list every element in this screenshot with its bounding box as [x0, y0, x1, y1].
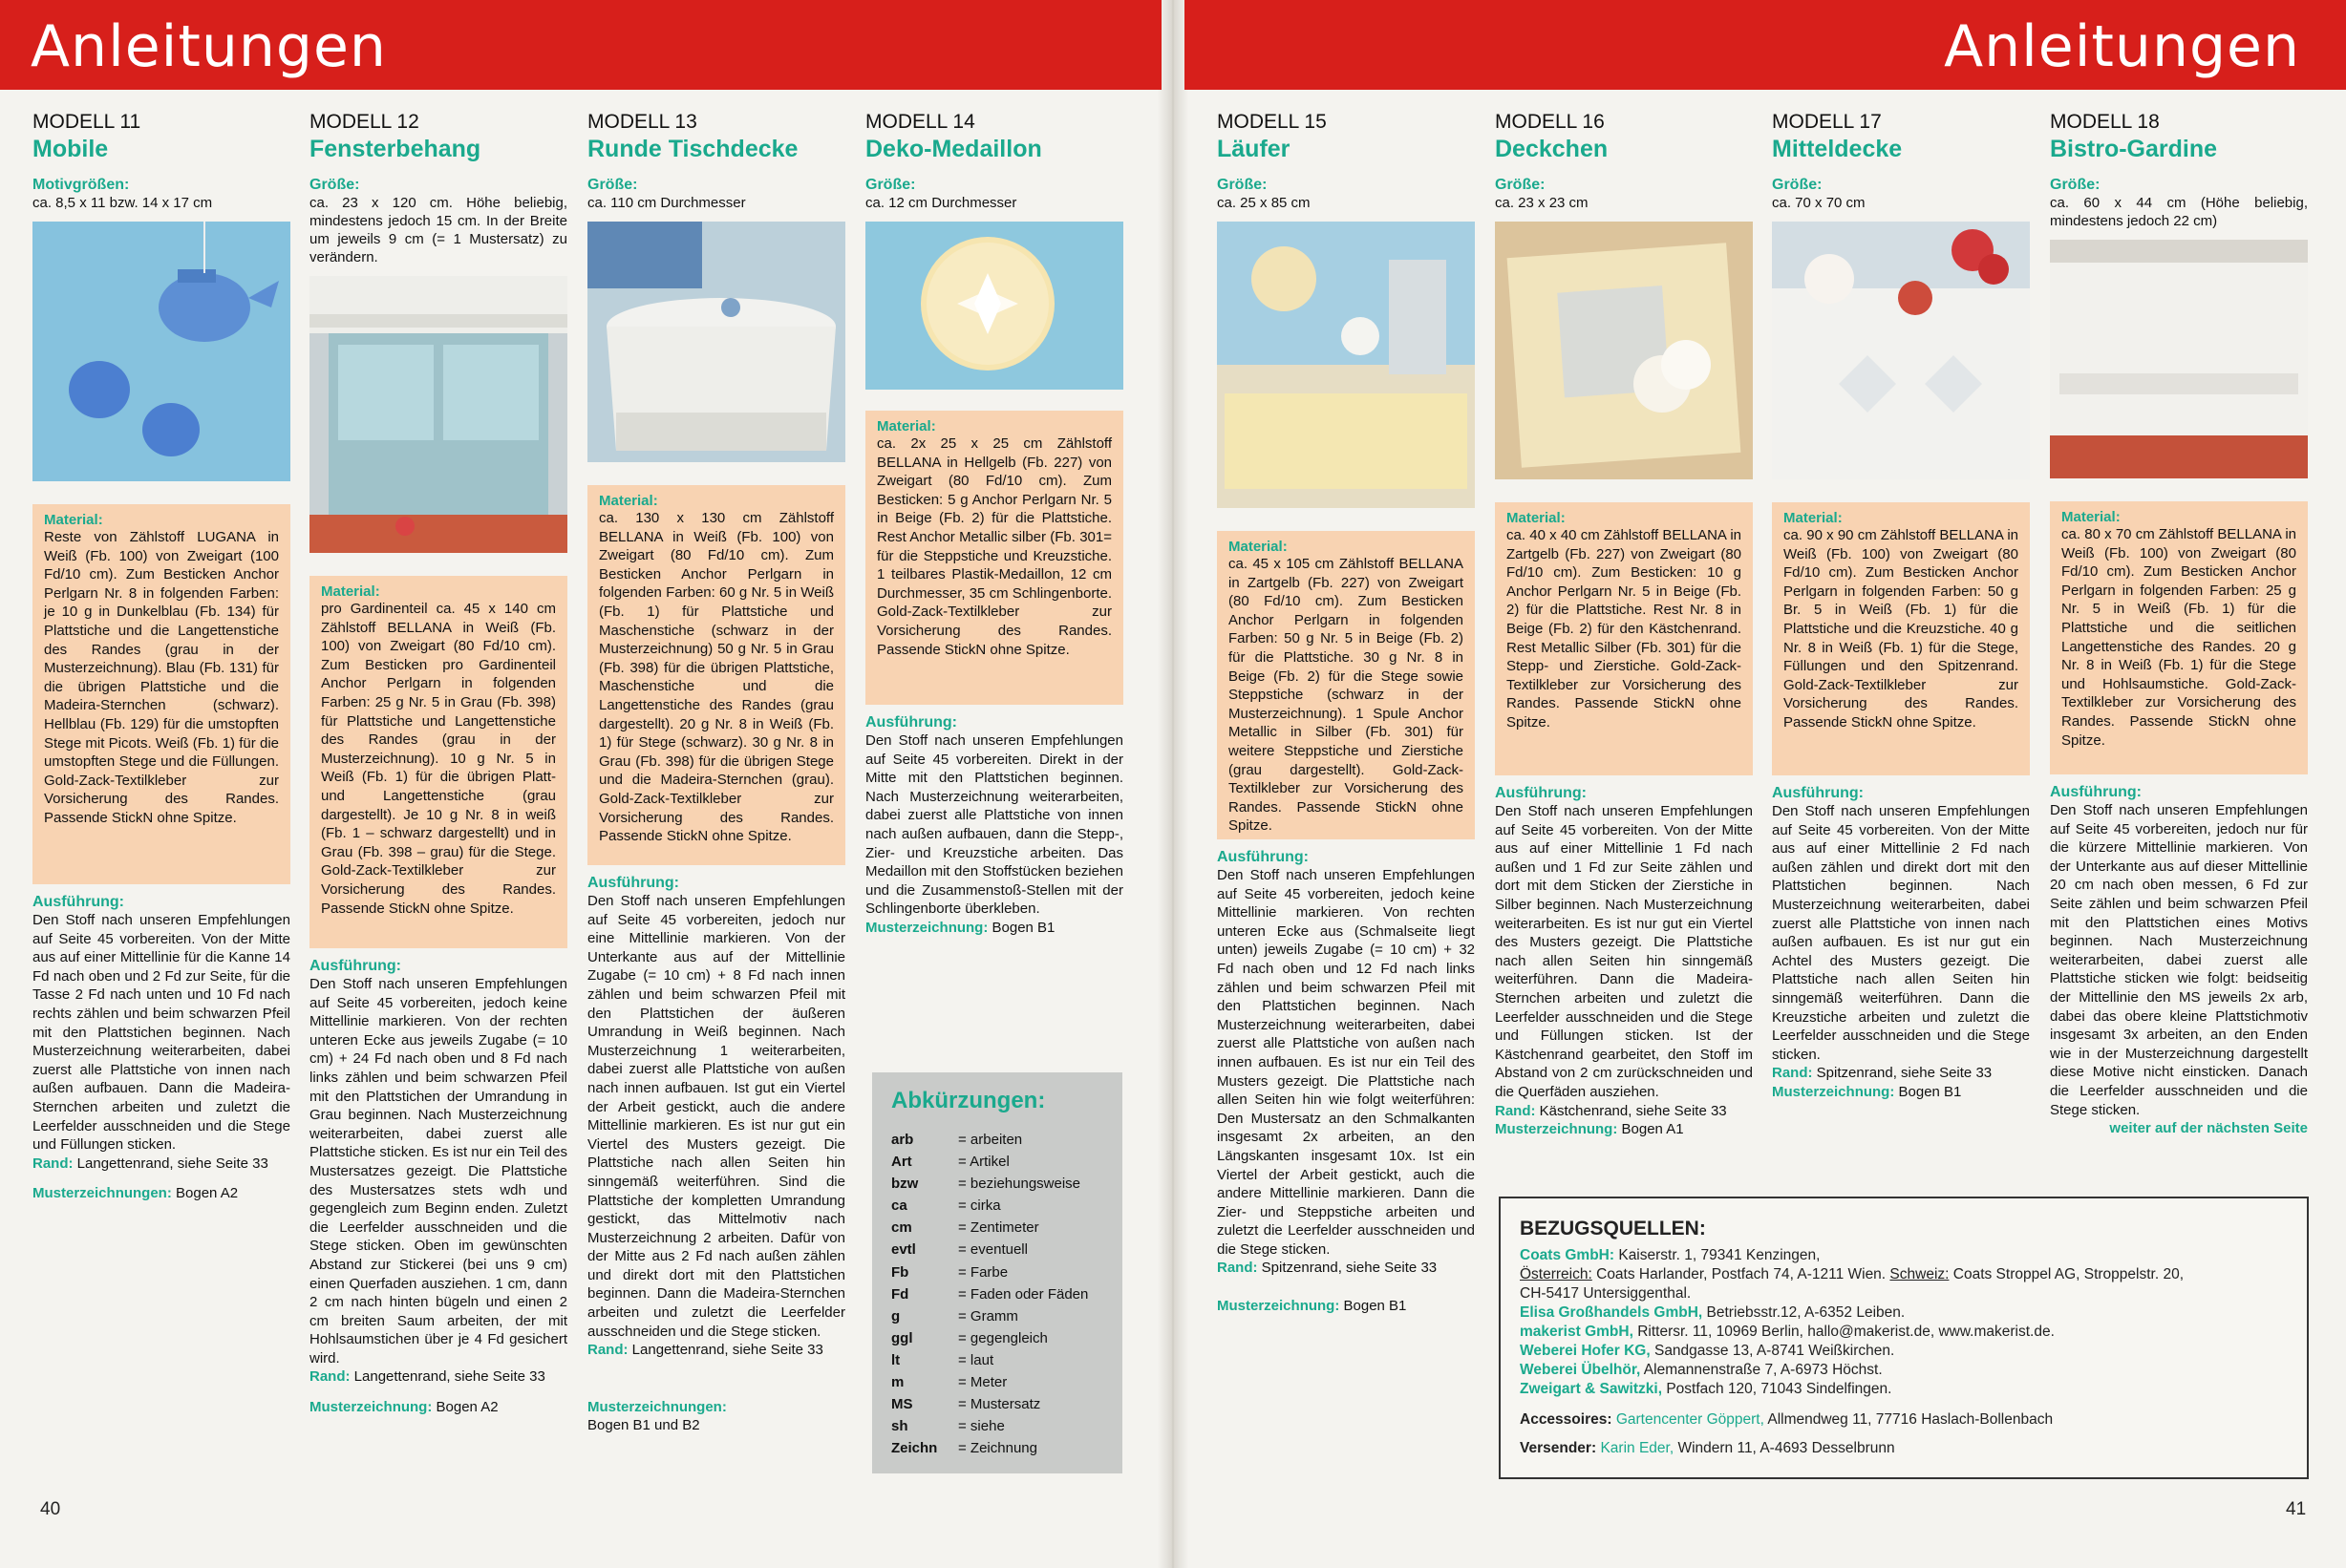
abbreviation-value: = Gramm: [958, 1307, 1018, 1324]
abbreviation-key: m: [891, 1374, 905, 1391]
abbreviation-value: = Zeichnung: [958, 1440, 1037, 1457]
size-value: ca. 23 x 23 cm: [1495, 195, 1589, 211]
bistro-curtain-photo: [2050, 240, 2308, 478]
material-text: ca. 2x 25 x 25 cm Zählstoff BELLANA in Hellgelb (Fb. 227) von Zweigart (80 Fd/10 cm). Zum Besticken: 5 g Anchor Perlgarn Nr. 5 in Beige (Fb. 2) für die Plattstiche. Rest Anchor Metallic silber (Fb. 301= für die Steppstiche und Kreuzstiche. 1 teilbares Plastik-Medaillon, 12 cm Durchmesser, 35 cm Schlingenborte. Gold-Zack-Textilkleber zur Vorsicherung des Randes. Passende StickN ohne Spitze.: [877, 435, 1112, 658]
material-text: ca. 80 x 70 cm Zählstoff BELLANA in Weiß (Fb. 100) von Zweigart (80 Fd/10 cm). Zum Besticken Anchor Perlgarn in folgenden Farben: 25 g Nr. 5 in Weiß (Fb. 1) für die Plattstiche und die seitlichen Langettenstiche des Randes. 20 g Nr. 8 in Weiß (Fb. 1) für die Stege und Hohlsaumstiche. Gold-Zack-Textilkleber zur Vorsicherung des Randes. Passende StickN ohne Spitze.: [2061, 526, 2296, 749]
section-title: Anleitungen: [1944, 13, 2300, 80]
abbreviation-value: = siehe: [958, 1418, 1005, 1435]
edge-value: Langettenrand, siehe Seite 33: [353, 1368, 545, 1386]
supplier-line: Weberei Übelhör, Alemannenstraße 7, A-6973 Höchst.: [1520, 1362, 1883, 1378]
medallion-photo: [865, 222, 1123, 390]
abbreviation-value: = Zentimeter: [958, 1219, 1039, 1237]
model-number: MODELL 11: [32, 111, 141, 133]
material-label: Material:: [1506, 510, 1566, 526]
supplier-line: CH-5417 Untersiggenthal.: [1520, 1285, 1692, 1302]
material-text: ca. 40 x 40 cm Zählstoff BELLANA in Zartgelb (Fb. 227) von Zweigart (80 Fd/10 cm). Zum Besticken: 10 g Anchor Perlgarn Nr. 5 in Beige (Fb. 2) für die Plattstiche. Rest Nr. 8 in Beige (Fb. 2) für den Kästchenrand. Rest Metallic Silber (Fb. 301) für die Stepp- und Zierstiche. Gold-Zack-Textilkleber zur Vorsicherung des Randes. Passende StickN ohne Spitze.: [1506, 527, 1741, 731]
abbreviation-value: = Farbe: [958, 1263, 1009, 1281]
supplier-line: Elisa Großhandels GmbH, Betriebsstr.12, A-6352 Leiben.: [1520, 1304, 1906, 1321]
supplier-line: Zweigart & Sawitzki, Postfach 120, 71043 Sindelfingen.: [1520, 1381, 1892, 1397]
accessories-line: Accessoires: Gartencenter Göppert, Allmendweg 11, 77716 Haslach-Bollenbach: [1520, 1411, 2054, 1428]
doily-photo: [1495, 222, 1753, 479]
edge-info: [309, 1367, 567, 1387]
abbreviation-value: = eventuell: [958, 1241, 1028, 1259]
abbreviations-title: Abkürzungen:: [891, 1088, 1046, 1113]
edge-info: [587, 1341, 845, 1360]
material-box: [1495, 502, 1753, 775]
model-title: Deckchen: [1495, 136, 1609, 162]
material-text: pro Gardinenteil ca. 45 x 140 cm Zählstoff BELLANA in Weiß (Fb. 100) von Zweigart (80 Fd/10 cm). Zum Besticken pro Gardinenteil Anchor Perlgarn in folgenden Farben: 25 g Nr. 5 in Grau (Fb. 398) für Plattstiche und Langettenstiche des Randes (grau in der Musterzeichnung). 10 g Nr. 5 in Weiß (Fb. 1) für die übrigen Platt- und Langettenstiche (grau dargestellt). Je 10 g Nr. 8 in weiß (Fb. 1 – schwarz dargestellt) und in Grau (Fb. 398 – grau) für die Stege. Gold-Zack-Textilkleber zur Vorsicherung des Randes. Passende StickN ohne Spitze.: [321, 601, 556, 917]
instructions-label: Ausführung:: [1772, 785, 1864, 801]
abbreviation-key: arb: [891, 1132, 914, 1148]
model-11-column: [32, 111, 290, 1203]
pattern-info: [32, 1184, 290, 1203]
abbreviation-row: [891, 1352, 1088, 1374]
section-title: Anleitungen: [31, 13, 387, 80]
model-14-column: [865, 111, 1123, 938]
runner-photo: [1217, 222, 1475, 508]
edge-label: Rand:: [1495, 1102, 1536, 1119]
model-title: Runde Tischdecke: [587, 136, 799, 162]
edge-value: Spitzenrand, siehe Seite 33: [1261, 1260, 1438, 1277]
pattern-label: Musterzeichnung:: [309, 1399, 433, 1416]
size-label: Größe:: [587, 177, 638, 193]
size-value: ca. 23 x 120 cm. Höhe beliebig, mindestens jedoch 15 cm. In der Breite um jeweils 9 cm (= 1 Mustersatz) zu verändern.: [309, 195, 567, 265]
curtain-photo: [309, 276, 567, 553]
instructions-label: Ausführung:: [865, 714, 957, 731]
model-title: Mitteldecke: [1772, 136, 1903, 162]
abbreviation-key: bzw: [891, 1176, 919, 1193]
instructions-text: Den Stoff nach unseren Empfehlungen auf Seite 45 vorbereiten. Von der Mitte aus auf einer Mittellinie 2 Fd nach außen zählen und direkt dort mit den Plattstichen beginnen. Nach Musterzeichnung weiterarbeiten, dabei zuerst alle Plattstiche von innen nach außen aufbauen. Es ist nur gut ein Achtel des Musters gezeigt. Die Plattstiche nach allen Seiten hin sinngemäß weiterführen. Dann die Kreuzstiche arbeiten und zuletzt die Leerfelder ausschneiden und die Stege sticken.: [1772, 803, 2030, 1063]
abbreviation-key: ggl: [891, 1329, 913, 1346]
material-label: Material:: [2061, 509, 2121, 525]
size-label: Motivgrößen:: [32, 177, 130, 193]
instructions-text: Den Stoff nach unseren Empfehlungen auf Seite 45 vorbereiten. Direkt in der Mitte mit den Plattstichen beginnen. Nach Musterzeichnung weiterarbeiten, dabei zuerst alle Plattstiche von innen nach außen aufbauen, dann die Stepp-, Zier- und Kreuzstiche arbeiten. Das Medaillon mit den Stoffstücken beziehen und die Zusammenstoß-Stellen mit der Schlingenborte überkleben.: [865, 732, 1123, 918]
header-banner-left: [0, 0, 1162, 90]
pattern-info: [865, 919, 1123, 938]
supplier-line: Weberei Hofer KG, Sandgasse 13, A-8741 Weißkirchen.: [1520, 1343, 1895, 1359]
abbreviation-value: = gegengleich: [958, 1329, 1048, 1346]
instructions-text: Den Stoff nach unseren Empfehlungen auf Seite 45 vorbereiten, jedoch nur für die kürzere Mittellinie markieren. Von der Unterkante aus auf dieser Mittellinie 20 cm nach oben messen, 6 Fd zur Seite zählen und beim schwarzen Pfeil mit den Plattstichen eines Motivs beginnen. Nach Musterzeichnung weiterarbeiten, dabei zuerst alle Plattstiche sticken wie folgt: beidseitig der Mittellinie den MS jeweils 2x arb, dabei das obere kleine Plattstichmotiv insgesamt 3x arbeiten, an den Enden wie in der Musterzeichnung dargestellt diese Motive nicht einsticken. Danach die Leerfelder ausschneiden und die Stege sticken.: [2050, 802, 2308, 1118]
edge-label: Rand:: [1772, 1065, 1813, 1082]
edge-label: Rand:: [1217, 1260, 1258, 1277]
model-number: MODELL 18: [2050, 111, 2160, 133]
instructions-label: Ausführung:: [309, 958, 401, 974]
header-banner-right: [1184, 0, 2346, 90]
model-number: MODELL 13: [587, 111, 697, 133]
material-box: [1772, 502, 2030, 775]
abbreviation-key: Zeichn: [891, 1440, 938, 1457]
material-box: [32, 504, 290, 884]
material-box: [2050, 501, 2308, 774]
abbreviation-row: [891, 1330, 1088, 1352]
instructions-text: Den Stoff nach unseren Empfehlungen auf Seite 45 vorbereiten, jedoch nur eine Mittellinie markieren. Von der Unterkante aus auf der Mittellinie Zugabe (= 10 cm) + 8 Fd nach innen zählen und beim schwarzen Pfeil mit den Plattstichen der äußeren Umrandung in Weiß beginnen. Nach Musterzeichnung 1 weiterarbeiten, dabei zuerst alle Plattstiche von außen nach innen aufbauen. Ist gut ein Viertel der Arbeit gestickt, auch die andere Mittellinie markieren. Es ist nur gut ein Viertel des Musters gezeigt. Die Plattstiche nach allen Seiten hin sinngemäß weiterführen. Sind die Plattstiche der kompletten Umrandung gestickt, das Mittelmotiv nach Musterzeichnung 2 arbeiten. Dafür von der Mitte aus 2 Fd nach außen zählen und direkt dort mit den Plattstichen beginnen. Dann die Madeira-Sternchen arbeiten und zuletzt die Leerfelder ausschneiden und die Stege sticken.: [587, 893, 845, 1340]
size-value: ca. 8,5 x 11 bzw. 14 x 17 cm: [32, 195, 213, 211]
material-label: Material:: [321, 583, 380, 600]
edge-info: [32, 1155, 290, 1174]
edge-label: Rand:: [32, 1155, 74, 1172]
instructions-text: Den Stoff nach unseren Empfehlungen auf Seite 45 vorbereiten. Von der Mitte aus auf einer Mittellinie 1 Fd nach außen und 1 Fd zur Seite zählen und dort mit dem Sticken der Zierstiche in Silber beginnen. Nach Musterzeichnung weiterarbeiten. Es ist nur gut ein Viertel des Musters gezeigt. Die Plattstiche nach allen Seiten hin sinngemäß weiterführen. Dann die Madeira-Sternchen arbeiten und zuletzt die Leerfelder ausschneiden und die Stege und Füllungen sticken. Ist der Kästchenrand gearbeitet, den Stoff im Abstand von 2 cm zurückschneiden und die Querfäden ausziehen.: [1495, 803, 1753, 1100]
instructions-label: Ausführung:: [1217, 849, 1309, 865]
material-text: ca. 45 x 105 cm Zählstoff BELLANA in Zartgelb (Fb. 227) von Zweigart (80 Fd/10 cm). Zum Besticken Anchor Perlgarn in folgenden Farben: 50 g Nr. 5 in Beige (Fb. 2) für die Plattstiche. 30 g Nr. 8 in Beige (Fb. 2) für die Stege sowie Steppstiche (schwarz in der Musterzeichnung). 1 Spule Anchor Metallic in Silber (Fb. 301) für weitere Steppstiche und Zierstiche (grau dargestellt). Gold-Zack-Textilkleber zur Vorsicherung des Randes. Passende StickN ohne Spitze.: [1228, 556, 1463, 835]
tablecloth-photo: [587, 222, 845, 462]
abbreviation-row: [891, 1374, 1088, 1396]
abbreviation-row: [891, 1132, 1088, 1154]
model-17-column: [1772, 111, 2030, 1102]
pattern-value: Bogen A2: [176, 1185, 239, 1202]
size-value: ca. 110 cm Durchmesser: [587, 195, 746, 211]
size-label: Größe:: [865, 177, 916, 193]
model-title: Bistro-Gardine: [2050, 136, 2218, 162]
abbreviation-value: = Mustersatz: [958, 1396, 1041, 1413]
continued-note: weiter auf der nächsten Seite: [2109, 1120, 2308, 1137]
material-label: Material:: [44, 512, 103, 528]
suppliers-title: BEZUGSQUELLEN:: [1520, 1218, 1706, 1240]
abbreviation-key: Art: [891, 1154, 912, 1171]
abbreviation-value: = Faden oder Fäden: [958, 1285, 1089, 1303]
pattern-info: [1772, 1083, 2030, 1102]
material-text: Reste von Zählstoff LUGANA in Weiß (Fb. 100) von Zweigart (100 Fd/10 cm). Zum Besticken Anchor Perlgarn Nr. 8 in folgenden Farben: je 10 g in Dunkelblau (Fb. 134) für Plattstiche und die Langettenstiche des Randes (grau in der Musterzeichnung). Blau (Fb. 131) für die übrigen Plattstiche und die Madeira-Sternchen (schwarz). Hellblau (Fb. 129) für die umstopften Stege mit Picots. Weiß (Fb. 1) für die umstopften Stege und die Füllungen. Gold-Zack-Textilkleber zur Vorsicherung des Randes. Passende StickN ohne Spitze.: [44, 529, 279, 826]
pattern-value: Bogen A1: [1621, 1121, 1684, 1138]
pattern-info: [309, 1398, 567, 1417]
model-number: MODELL 15: [1217, 111, 1327, 133]
abbreviation-value: = cirka: [958, 1197, 1001, 1215]
material-box: [587, 485, 845, 865]
instructions-label: Ausführung:: [587, 875, 679, 891]
pattern-value: Bogen B1: [992, 919, 1056, 936]
abbreviation-row: [891, 1197, 1088, 1219]
abbreviation-key: lt: [891, 1351, 901, 1368]
edge-label: Rand:: [309, 1368, 351, 1386]
edge-info: [1217, 1259, 1475, 1278]
abbreviation-key: Fd: [891, 1285, 909, 1303]
supplier-line: makerist GmbH, Rittersr. 11, 10969 Berlin, hallo@makerist.de, www.makerist.de.: [1520, 1324, 2055, 1340]
abbreviation-value: = laut: [958, 1351, 994, 1368]
abbreviation-key: sh: [891, 1418, 908, 1435]
abbreviations-box: [872, 1072, 1122, 1473]
pattern-value: Bogen B1: [1898, 1083, 1962, 1100]
instructions-text: Den Stoff nach unseren Empfehlungen auf Seite 45 vorbereiten. Von der Mitte aus auf einer Mittellinie für die Kanne 14 Fd nach oben und 2 Fd zur Seite, für die Tasse 2 Fd nach unten und 10 Fd nach rechts zählen und beim schwarzen Pfeil mit den Plattstichen beginnen. Nach Musterzeichnung weiterarbeiten, dabei zuerst alle Plattstiche von innen nach außen aufbauen. Dann die Madeira-Sternchen arbeiten und zuletzt die Leerfelder ausschneiden und die Stege und Füllungen sticken.: [32, 912, 290, 1154]
model-number: MODELL 12: [309, 111, 419, 133]
model-title: Deko-Medaillon: [865, 136, 1042, 162]
material-label: Material:: [1783, 510, 1843, 526]
model-number: MODELL 14: [865, 111, 975, 133]
abbreviation-row: [891, 1308, 1088, 1330]
material-label: Material:: [599, 493, 658, 509]
size-value: ca. 60 x 44 cm (Höhe beliebig, mindestens jedoch 22 cm): [2050, 195, 2308, 229]
edge-value: Langettenrand, siehe Seite 33: [631, 1342, 823, 1359]
abbreviation-value: = beziehungsweise: [958, 1176, 1081, 1193]
pattern-label: Musterzeichnung:: [865, 919, 989, 936]
abbreviation-key: MS: [891, 1396, 913, 1413]
size-value: ca. 12 cm Durchmesser: [865, 195, 1017, 211]
abbreviation-row: [891, 1264, 1088, 1286]
abbreviation-row: [891, 1241, 1088, 1263]
abbreviation-row: [891, 1154, 1088, 1176]
page-number-left: 40: [40, 1499, 61, 1519]
instructions-label: Ausführung:: [1495, 785, 1587, 801]
pattern-value: Bogen B1 und B2: [587, 1417, 700, 1434]
model-number: MODELL 17: [1772, 111, 1882, 133]
model-number: MODELL 16: [1495, 111, 1605, 133]
pattern-value: Bogen A2: [436, 1399, 499, 1416]
model-15-column: [1217, 111, 1475, 1316]
size-label: Größe:: [1217, 177, 1268, 193]
edge-value: Langettenrand, siehe Seite 33: [76, 1155, 268, 1172]
abbreviation-key: g: [891, 1307, 901, 1324]
size-label: Größe:: [1495, 177, 1546, 193]
size-value: ca. 25 x 85 cm: [1217, 195, 1311, 211]
pattern-label: Musterzeichnung:: [1772, 1083, 1895, 1100]
abbreviation-key: cm: [891, 1219, 912, 1237]
pattern-info: [1495, 1120, 1753, 1139]
pattern-label: Musterzeichnungen:: [32, 1185, 172, 1202]
edge-value: Spitzenrand, siehe Seite 33: [1816, 1065, 1993, 1082]
pattern-label: Musterzeichnungen:: [587, 1398, 727, 1415]
abbreviations-list: [891, 1132, 1088, 1462]
abbreviation-value: = arbeiten: [958, 1132, 1023, 1148]
instructions-text: Den Stoff nach unseren Empfehlungen auf Seite 45 vorbereiten, jedoch keine Mittellinie markieren. Von der rechten unteren Ecke aus jeweils Zugabe (= 10 cm) + 24 Fd nach oben und 8 Fd nach links zählen und beim schwarzen Pfeil mit den Plattstichen der Umrandung in Grau beginnen. Nach Musterzeichnung weiterarbeiten, dabei zuerst alle Plattstiche sticken. Es ist nur ein Teil des Mustersatzes gezeigt. Die Plattstiche des Mustersatzes stets wdh und gegengleich zum Beginn enden. Zuletzt die Leerfelder ausschneiden und die Stege sticken. Oben im gewünschten Abstand zur Stickerei (bei uns 9 cm) einen Querfaden ausziehen. 1 cm, dann 2 cm nach hinten bügeln und einen 2 cm breiten Saum arbeiten, der mit Hohlsaumstichen über je 4 Fd gesichert wird.: [309, 976, 567, 1367]
suppliers-list: [1501, 1240, 2307, 1458]
suppliers-box: [1499, 1197, 2309, 1479]
shipper-line: Versender: Karin Eder, Windern 11, A-4693 Desselbrunn: [1520, 1440, 1895, 1456]
mobile-photo: [32, 222, 290, 481]
size-label: Größe:: [309, 177, 360, 193]
model-16-column: [1495, 111, 1753, 1139]
edge-label: Rand:: [587, 1342, 629, 1359]
abbreviation-row: [891, 1176, 1088, 1197]
model-title: Läufer: [1217, 136, 1290, 162]
pattern-info: [587, 1398, 845, 1435]
instructions-label: Ausführung:: [32, 894, 124, 910]
material-text: ca. 90 x 90 cm Zählstoff BELLANA in Weiß (Fb. 100) von Zweigart (80 Fd/10 cm). Zum Besticken Anchor Perlgarn in folgenden Farben: 50 g Br. 5 in Weiß (Fb. 1) für die Plattstiche und die Kreuzstiche. 40 g Nr. 8 in Weiß (Fb. 1) für die Stege, Füllungen und den Spitzenrand. Gold-Zack-Textilkleber zur Vorsicherung des Randes. Passende StickN ohne Spitze.: [1783, 527, 2018, 731]
size-label: Größe:: [1772, 177, 1823, 193]
model-title: Mobile: [32, 136, 109, 162]
model-13-column: [587, 111, 845, 1435]
material-box: [309, 576, 567, 948]
page-number-right: 41: [2286, 1499, 2307, 1519]
abbreviation-row: [891, 1418, 1088, 1440]
abbreviation-row: [891, 1219, 1088, 1241]
abbreviation-key: evtl: [891, 1241, 916, 1259]
supplier-line: Coats GmbH: Kaiserstr. 1, 79341 Kenzingen,: [1520, 1247, 1821, 1263]
material-text: ca. 130 x 130 cm Zählstoff BELLANA in Weiß (Fb. 100) von Zweigart (80 Fd/10 cm). Zum Besticken Anchor Perlgarn in folgenden Farben: 60 g Nr. 5 in Weiß (Fb. 1) für Plattstiche und Maschenstiche (schwarz in der Musterzeichnung) 50 g Nr. 5 in Grau (Fb. 398) für die übrigen Plattstiche, Maschenstiche und die Langettenstiche des Randes (grau dargestellt). 20 g Nr. 8 in Weiß (Fb. 1) für Stege (schwarz). 30 g Nr. 8 in Grau (Fb. 398) für die übrigen Stege und die Madeira-Sternchen (grau). Gold-Zack-Textilkleber zur Vorsicherung des Randes. Passende StickN ohne Spitze.: [599, 510, 834, 845]
abbreviation-value: = Meter: [958, 1374, 1008, 1391]
edge-value: Kästchenrand, siehe Seite 33: [1539, 1102, 1727, 1119]
model-12-column: [309, 111, 567, 1417]
pattern-label: Musterzeichnung:: [1495, 1121, 1618, 1138]
pattern-label: Musterzeichnung:: [1217, 1298, 1340, 1315]
material-box: [865, 411, 1123, 705]
page-gutter: [1158, 0, 1188, 1568]
abbreviation-key: Fb: [891, 1263, 909, 1281]
material-label: Material:: [1228, 539, 1288, 555]
material-box: [1217, 531, 1475, 839]
abbreviation-row: [891, 1396, 1088, 1418]
model-title: Fensterbehang: [309, 136, 481, 162]
abbreviation-key: ca: [891, 1197, 907, 1215]
abbreviation-row: [891, 1440, 1088, 1462]
instructions-label: Ausführung:: [2050, 784, 2142, 800]
size-value: ca. 70 x 70 cm: [1772, 195, 1866, 211]
model-18-column: [2050, 111, 2308, 1138]
edge-info: [1495, 1102, 1753, 1121]
size-label: Größe:: [2050, 177, 2101, 193]
edge-info: [1772, 1064, 2030, 1083]
abbreviation-value: = Artikel: [958, 1154, 1010, 1171]
abbreviation-row: [891, 1286, 1088, 1308]
pattern-info: [1217, 1297, 1475, 1316]
centerpiece-photo: [1772, 222, 2030, 479]
supplier-line: Österreich: Coats Harlander, Postfach 74, A-1211 Wien. Schweiz: Coats Stroppel AG, Stroppelstr. 20,: [1520, 1266, 2185, 1282]
pattern-value: Bogen B1: [1343, 1298, 1407, 1315]
material-label: Material:: [877, 418, 936, 434]
instructions-text: Den Stoff nach unseren Empfehlungen auf Seite 45 vorbereiten, jedoch keine Mittellinie markieren. Von rechten unteren Ecke aus (Schmalseite liegt unten) jeweils Zugabe (= 10 cm) + 32 Fd nach oben und 12 Fd nach links zählen und beim schwarzen Pfeil mit den Plattstichen beginnen. Nach Musterzeichnung weiterarbeiten, dabei zuerst alle Plattstiche von außen nach innen aufbauen. Es ist nur ein Teil des Musters gezeigt. Die Plattstiche nach allen Seiten hin wie folgt weiterführen: Den Mustersatz an den Schmalkanten insgesamt 2x arbeiten, an den Längskanten insgesamt 10x. Ist ein Viertel der Arbeit gestickt, auch die andere Mittellinie markieren. Dann die Zier- und Steppstiche arbeiten und zuletzt die Leerfelder ausschneiden und die Stege sticken.: [1217, 867, 1475, 1258]
